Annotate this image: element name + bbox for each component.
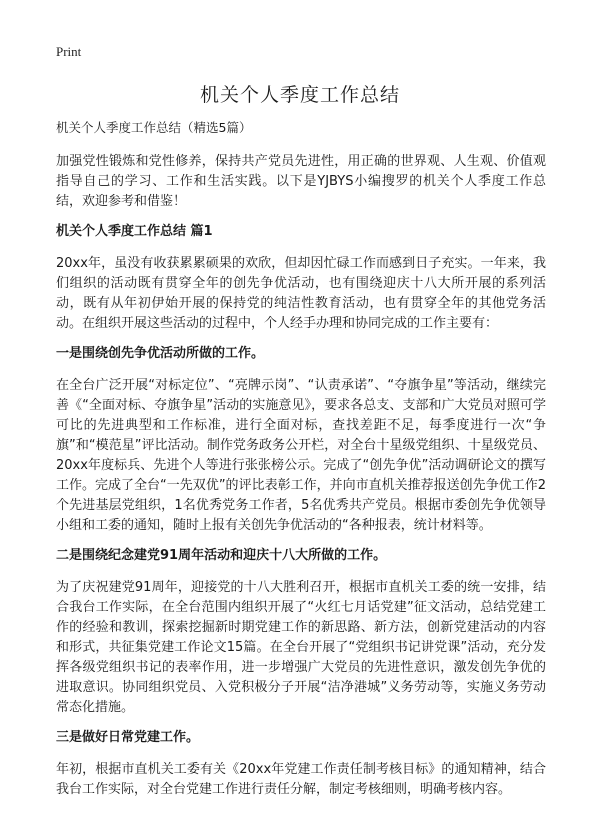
subheading-2: 二是围绕纪念建党91周年活动和迎庆十八大所做的工作。 [56,548,387,563]
print-link[interactable]: Print [56,44,82,59]
article-subtitle: 机关个人季度工作总结（精选5篇） [56,120,252,135]
page-title: 机关个人季度工作总结 [199,84,400,106]
paragraph-4: 年初，根据市直机关工委有关《20xx年党建工作责任制考核目标》的通知精神，结合我台工作实际，对全台党建工作进行责任分解，制定考核细则，明确考核内容。 [56,762,546,797]
section-heading: 机关个人季度工作总结 篇1 [56,224,213,239]
paragraph-2: 在全台广泛开展“对标定位”、“亮牌示岗”、“认责承诺”、“夺旗争星”等活动，继续完善《“全面对标、夺旗争星”活动的实施意见》，要求各总支、支部和广大党员对照可学可比的先进典型和工作标准，进行全面对标，查找差距不足，每季度进行一次“争旗”和“模范星”评比活动。制作党务政务公开栏，对全台十星级党组织、十星级党员、20xx年度标兵、先进个人等进行张张榜公示。完成了“创先争优”活动调研论文的撰写工作。完成了全台“一先双优”的评比表彰工作，并向市直机关推荐报送创先争优工作2个先进基层党组织，1名优秀党务工作者，5名优秀共产党员。根据市委创先争优领导小组和工委的通知，随时上报有关创先争优活动的“各种报表，统计材料等。 [56,378,546,533]
article-body [56,118,546,810]
paragraph-1: 20xx年，虽没有收获累累硕果的欢欣，但却因忙碌工作而感到日子充实。一年来，我们组织的活动既有贯穿全年的创先争优活动，也有围绕迎庆十八大所开展的系列活动，既有从年初伊始开展的保持党的纯洁性教育活动，也有贯穿全年的其他党务活动。在组织开展这些活动的过程中，个人经手办理和协同完成的工作主要有： [56,256,546,331]
intro-paragraph: 加强党性锻炼和党性修养，保持共产党员先进性，用正确的世界观、人生观、价值观指导自己的学习、工作和生活实践。以下是YJBYS小编搜罗的机关个人季度工作总结，欢迎参考和借鉴！ [56,154,546,209]
subheading-3: 三是做好日常党建工作。 [56,730,200,745]
subheading-1: 一是围绕创先争优活动所做的工作。 [56,346,265,361]
paragraph-3: 为了庆祝建党91周年，迎接党的十八大胜利召开，根据市直机关工委的统一安排，结合我台工作实际，在全台范围内组织开展了“火红七月话党建”征文活动，总结党建工作的经验和教训，探索挖掘新时期党建工作的新思路、新方法，创新党建活动的内容和形式，共征集党建工作论文15篇。在全台开展了“党组织书记讲党课”活动，充分发挥各级党组织书记的表率作用，进一步增强广大党员的先进性意识，激发创先争优的进取意识。协同组织党员、入党积极分子开展“洁净港城”义务劳动等，实施义务劳动常态化措施。 [56,580,546,715]
